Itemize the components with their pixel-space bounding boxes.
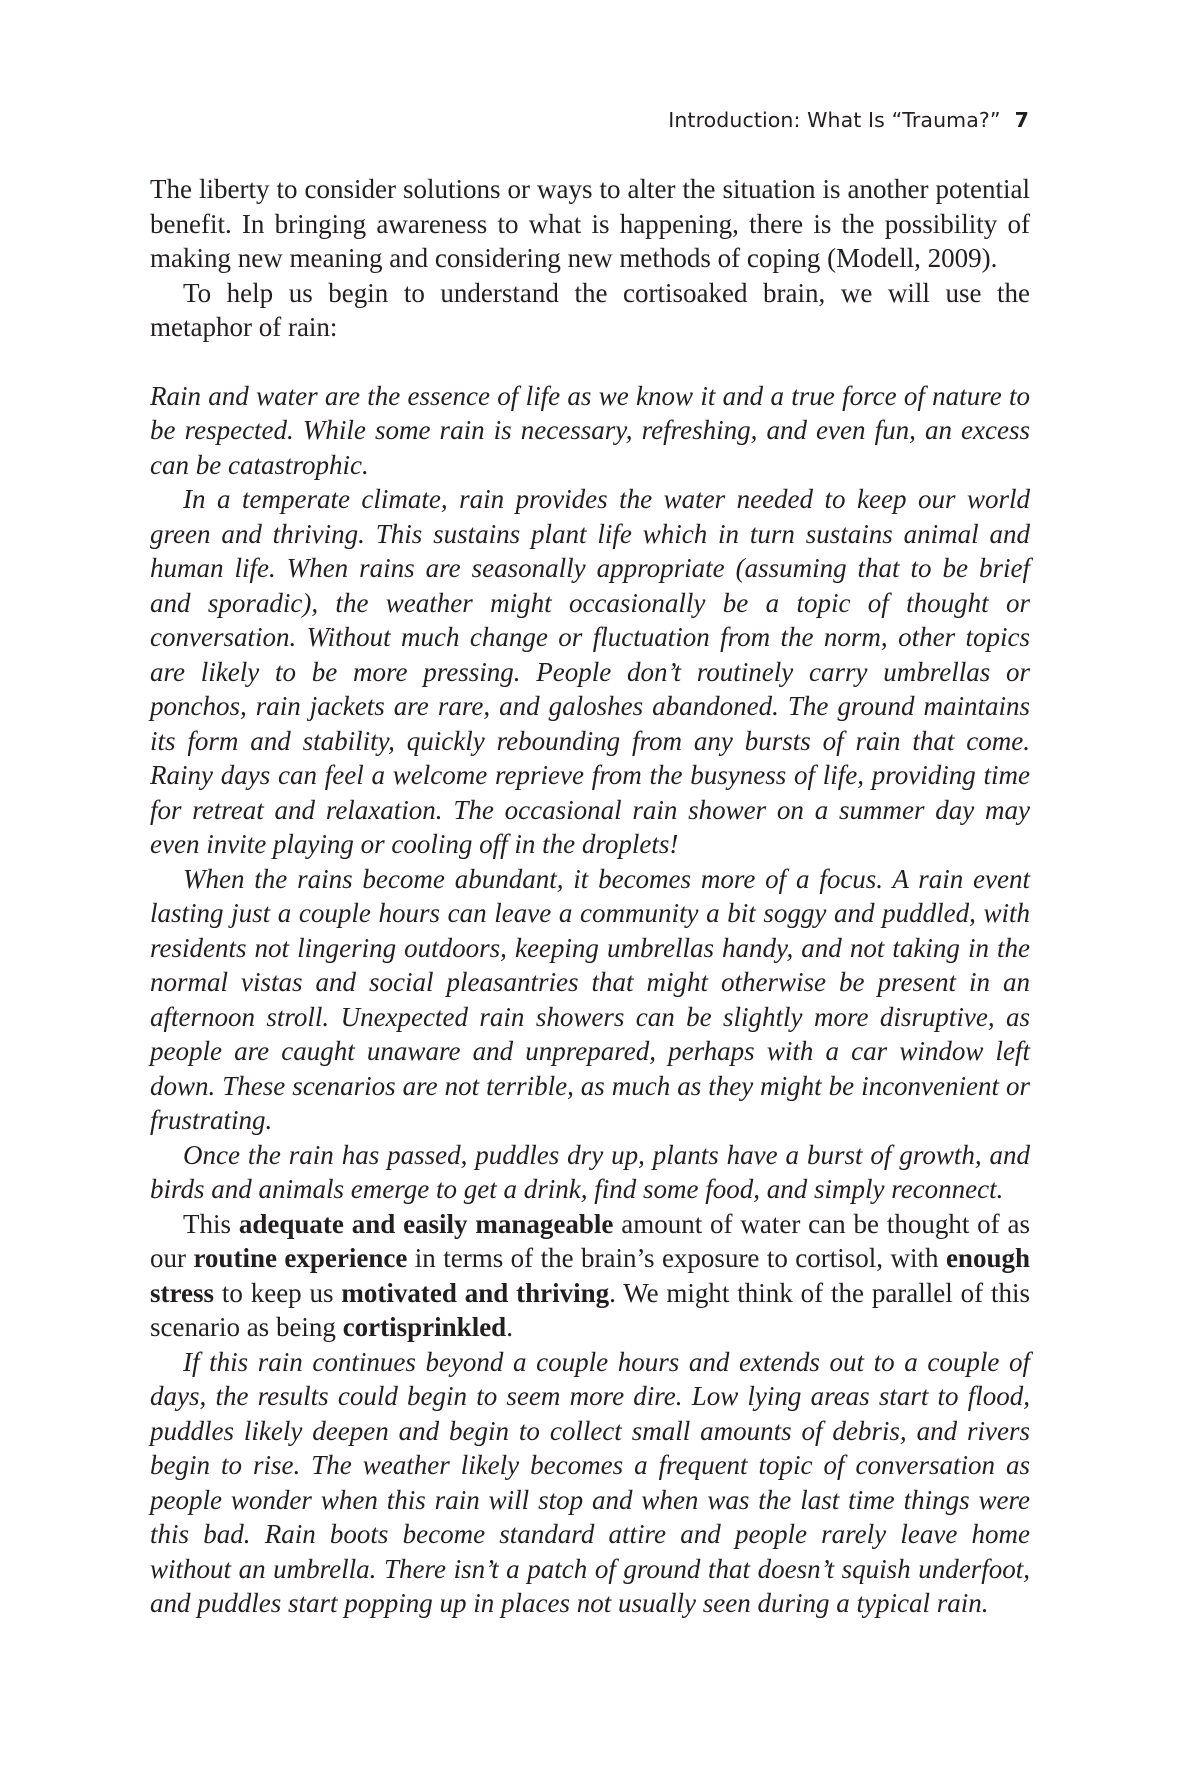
extract-paragraph-1: Rain and water are the essence of life as we know it and a true force of nature to be respected. While some rain is necessary, refreshing, and even fun, an excess can be catastrophic. xyxy=(150,380,1030,480)
bold-term: cortisprinkled xyxy=(342,1312,507,1342)
bold-term: routine experience xyxy=(193,1243,408,1273)
page-number: 7 xyxy=(1014,108,1029,132)
text-run: . xyxy=(506,1312,513,1342)
text-run: in terms of the brain’s exposure to cortisol, with xyxy=(407,1243,946,1273)
text-run: to keep us xyxy=(214,1277,342,1308)
running-head xyxy=(668,108,1029,132)
paragraph-2: To help us begin to understand the cortisoaked brain, we will use the metaphor of rain: xyxy=(150,277,1030,342)
bold-term: motivated and thriving xyxy=(341,1277,610,1308)
running-title: Introduction: What Is “Trauma?” xyxy=(668,108,1001,132)
bold-term: enough stress xyxy=(150,1243,1030,1308)
extract-paragraph-3: When the rains become abundant, it becomes more of a focus. A rain event lasting just a couple hours can leave a community a bit soggy and puddled, with residents not lingering outdoors, keeping umbrellas handy, and not taking in the normal vistas and social pleasantries that might otherwise be present in an afternoon stroll. Unexpected rain showers can be slightly more disruptive, as people are caught unaware and unprepared, perhaps with a car window left down. These scenarios are not terrible, as much as they might be inconvenient or frustrating. xyxy=(150,863,1030,1135)
extract-paragraph-2: In a temperate climate, rain provides the water needed to keep our world green and thriving. This sustains plant life which in turn sustains animal and human life. When rains are seasonally appropriate (assuming that to be brief and sporadic), the weather might occasionally be a topic of thought or conversation. Without much change or fluctuation from the norm, other topics are likely to be more pressing. People don’t routinely carry umbrellas or ponchos, rain jackets are rare, and galoshes abandoned. The ground maintains its form and stability, quickly rebounding from any bursts of rain that come. Rainy days can feel a welcome reprieve from the busyness of life, providing time for retreat and relaxation. The occasional rain shower on a summer day may even invite playing or cooling off in the droplets! xyxy=(150,484,1030,859)
text-run: This xyxy=(183,1208,239,1239)
body-text xyxy=(150,172,1030,1621)
paragraph-3 xyxy=(150,1207,1030,1345)
text-run: amount of water can be thought of as our xyxy=(150,1208,1030,1273)
paragraph-1: The liberty to consider solutions or ways to alter the situation is another potential benefit. In bringing awareness to what is happening, there is the possibility of making new meaning and considering new methods of coping (Modell, 2009). xyxy=(150,174,1030,273)
extract-paragraph-5: If this rain continues beyond a couple hours and extends out to a couple of days, the results could begin to seem more dire. Low lying areas start to flood, puddles likely deepen and begin to collect small amounts of debris, and rivers begin to rise. The weather likely becomes a frequent topic of conversation as people wonder when this rain will stop and when was the last time things were this bad. Rain boots become standard attire and people rarely leave home without an umbrella. There isn’t a patch of ground that doesn’t squish underfoot, and puddles start popping up in places not usually seen during a typical rain. xyxy=(150,1346,1030,1618)
text-run: . We might think of the parallel of this scenario as being xyxy=(150,1277,1030,1342)
bold-term: adequate and easily manageable xyxy=(238,1208,614,1239)
extract-paragraph-4: Once the rain has passed, puddles dry up, plants have a burst of growth, and birds and animals emerge to get a drink, find some food, and simply reconnect. xyxy=(150,1139,1030,1204)
section-gap xyxy=(150,345,1030,379)
